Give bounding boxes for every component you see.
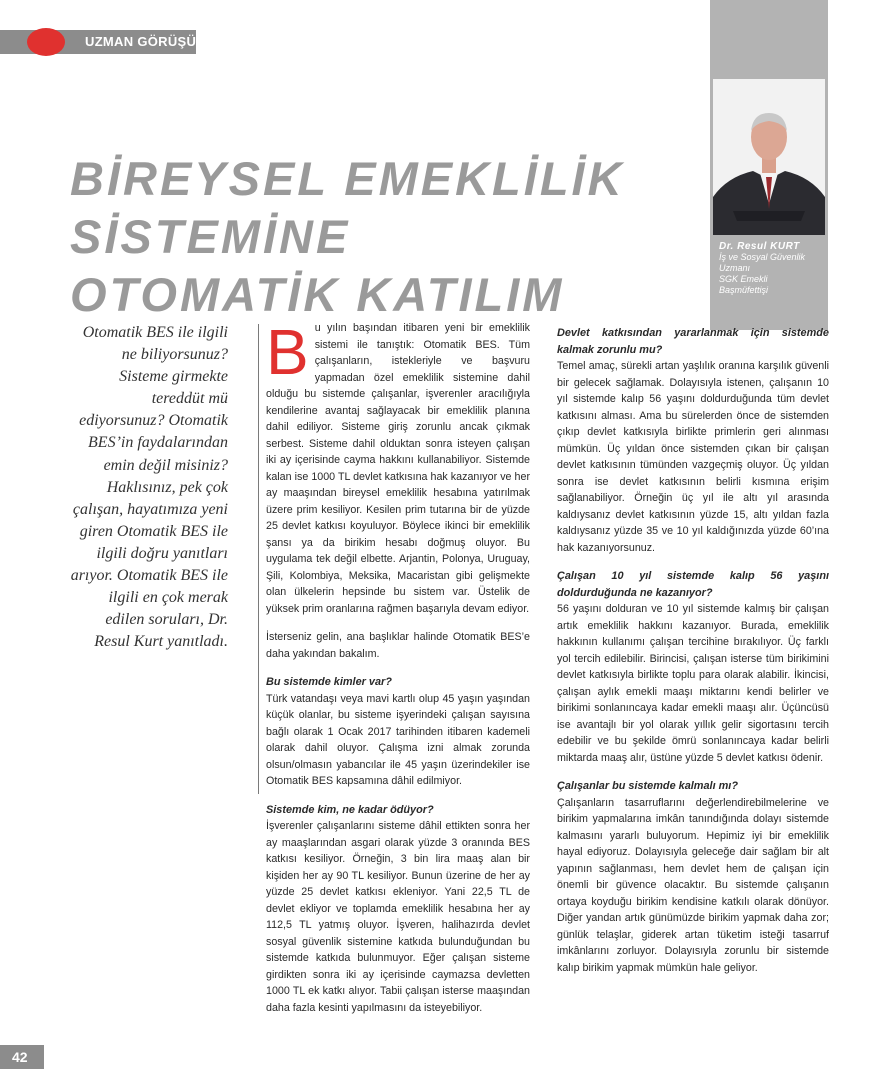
page-number-box [0, 1045, 44, 1069]
middle-column [266, 316, 530, 1028]
body-paragraph: 56 yaşını dolduran ve 10 yıl sistemde kalmış bir çalışan artık emeklilik hakkını kazanıyor. Burada, emeklilik hakkının kullanımı çalışan tercihine bırakılıyor. Üç farklı yol tercih edilebilir. Birincisi, çalışan isterse tüm birikimini devlet katkısıyla birlikte toplu para olarak alabilir. İkincisi, çalışan aylık emekli maaşı miktarını kendi belirler ve birikimi sonlanıncaya kadar emekli maaşı alır. Üçüncüsü ise avantajlı bir yol olarak yıllık gelir sigortasını tercih edebilir ve bu şekilde ömrü sonlanıncaya kadar belirli miktarda maaş alır, üstüne yüzde 5 devlet katkısı ödenir. [557, 603, 829, 764]
right-column [557, 325, 829, 988]
drop-cap: B [266, 316, 309, 388]
section-heading: Bu sistemde kimler var? [266, 676, 392, 688]
body-paragraph: Çalışanların tasarruflarını değerlendirebilmelerine ve birikim yapmalarına imkân tanındığında dolayı sistemde kalmasını yararlı buluyorum. Hepimiz iyi bir emeklilik hayal ediyoruz. Dolayısıyla geleceğe dair sağlam bir alt yapının sağlanması, hem devlet hem de çalışan için önemli bir güvence olacaktır. Bu sistemde çalışanın ortaya koyduğu birikim kendisine katkılı olarak dönüyor. Diğer yandan artık günümüzde birikim yapmak daha zor; günlük telaşlar, giderek artan tüketim isteği tasarruf imkânlarını zorluyor. Dolayısıyla zorunlu bir sistemde kalıp birikim yapmak mümkün hale geliyor. [557, 796, 829, 974]
section-label: UZMAN GÖRÜŞÜ [85, 34, 197, 49]
body-paragraph: İsterseniz gelin, ana başlıklar halinde Otomatik BES’e daha yakından bakalım. [266, 631, 530, 660]
section-header-dot [27, 28, 65, 56]
author-title-line: Başmüfettişi [719, 285, 769, 295]
section-heading: Çalışan 10 yıl sistemde kalıp 56 yaşını doldurduğunda ne kazanıyor? [557, 570, 829, 599]
author-title-line: SGK Emekli [719, 274, 768, 284]
section-heading: Çalışanlar bu sistemde kalmalı mı? [557, 780, 738, 792]
author-name: Dr. Resul KURT [719, 241, 800, 252]
page-number: 42 [12, 1049, 28, 1065]
title-line-3: OTOMATİK KATILIM [70, 268, 565, 321]
title-line-1: BİREYSEL EMEKLİLİK [70, 152, 625, 205]
intro-text: Otomatik BES ile ilgili ne biliyorsunuz? Sisteme girmekte tereddüt mü ediyorsunuz? Otomatik BES’in faydalarından emin değil misiniz? Haklısınız, pek çok çalışan, hayatımıza yeni giren Otomatik BES ile ilgili doğru yanıtları arıyor. Otomatik BES ile ilgili en çok merak edilen soruları, Dr. Resul Kurt yanıtladı. [70, 324, 228, 651]
body-paragraph: Temel amaç, sürekli artan yaşlılık oranına karşılık güvenli bir gelecek sağlamak. Dolayısıyla istenen, çalışanın 10 yıl sistemde kalıp 56 yaşını doldurduğunda tüm devlet katkısını alması. Ama bu sürelerden önce de sistemden çıkıp devlet katkısıyla birlikte primlerin geri alınması mümkün. Üç yıldan önce sistemden çıkan bir çalışan devlet katkısının tümünden vazgeçmiş oluyor. Üç yıldan sonra ise devlet katkısının belirli kısmına erişim sağlanabiliyor. Örneğin üç yıl ile altı yıl arasında kaldıysanız devlet katkısının yüzde 15, altı yıldan fazla kaldıysanız yüzde 35 ve 10 yıl kaldığınızda yüzde 60’ına hak kazanıyorsunuz. [557, 360, 829, 554]
author-caption [719, 241, 823, 296]
body-paragraph-text: u yılın başından itibaren yeni bir emeklilik sistemi ile tanıştık: Otomatik BES. Tüm çalışanların, istekleriyle ve başvuru yapmadan özel emeklilik sistemine dahil olduğu bu sistemde çalışanlar, işverenler aracılığıyla kendilerine avantaj sağlayacak bir emeklilik planına dahil ediliyor. Sisteme giriş zorunlu ancak çıkmak serbest. Sisteme dahil olduktan sonra isteyen çalışan iki ay içerisinde cayma hakkını kullanabiliyor. Sistemde kalan ise 1000 TL devlet katkısına hak kazanıyor ve her ay maaşından bireysel emeklilik hesabına yatırılmak üzere prim kesiliyor. Kesilen prim tutarına bir de yüzde 25 devlet katkısı koyuluyor. Böylece ikinci bir emeklilik şansı ya da birikim hesabı doğmuş oluyor. Bu uygulama tek değil elbette. Arjantin, Polonya, Uruguay, Şili, Kolombiya, Meksika, Macaristan gibi gelişmekte olan ülkelerin hepsinde bu sistem var. Üstelik de yüksek prim oranlarına rağmen başarıyla devam ediyor. [266, 322, 530, 615]
author-photo [713, 79, 825, 235]
author-title-line: İş ve Sosyal Güvenlik [719, 252, 806, 262]
author-title-line: Uzmanı [719, 263, 751, 273]
body-paragraph [266, 316, 530, 617]
title-line-2: SİSTEMİNE [70, 210, 351, 263]
column-divider [258, 324, 259, 794]
section-heading: Devlet katkısından yararlanmak için sistemde kalmak zorunlu mu? [557, 327, 829, 356]
body-paragraph: İşverenler çalışanlarını sisteme dâhil ettikten sonra her ay maaşlarından asgari olarak yüzde 3 oranında BES katkısı kesiliyor. Örneğin, 3 bin lira maaş alan bir kişiden her ay 90 TL kesiliyor. Bunun üzerine de her ay yüzde 25 devlet katkısı ekleniyor. Yani 22,5 TL de devlet ekliyor ve toplamda emeklilik hesabına her ay 112,5 TL yatmış oluyor. İşveren, halihazırda devlet sosyal güvenlik sistemine katkıda bulunduğundan bu sistemde katkıda bulunmuyor. Eğer çalışan sisteme girdikten sonra iki ay içerisinde caymazsa devletten 1000 TL ek katkı alıyor. Tabii çalışan isterse maaşından daha fazla kesinti yapılmasını da isteyebiliyor. [266, 820, 530, 1014]
section-heading: Sistemde kim, ne kadar ödüyor? [266, 803, 434, 816]
body-paragraph: Türk vatandaşı veya mavi kartlı olup 45 yaşın yaşından küçük olanlar, bu sisteme işyerindeki çalışan sayısına bağlı olarak 1 Ocak 2017 tarihinden itibaren kademeli olarak dahil oluyor. Çalışma izni almak zorunda olsun/olmasın yabancılar ile 45 yaşın üzerindekiler ise Otomatik BES kapsamına dâhil edilmiyor. [266, 692, 530, 787]
article-title [70, 150, 690, 324]
